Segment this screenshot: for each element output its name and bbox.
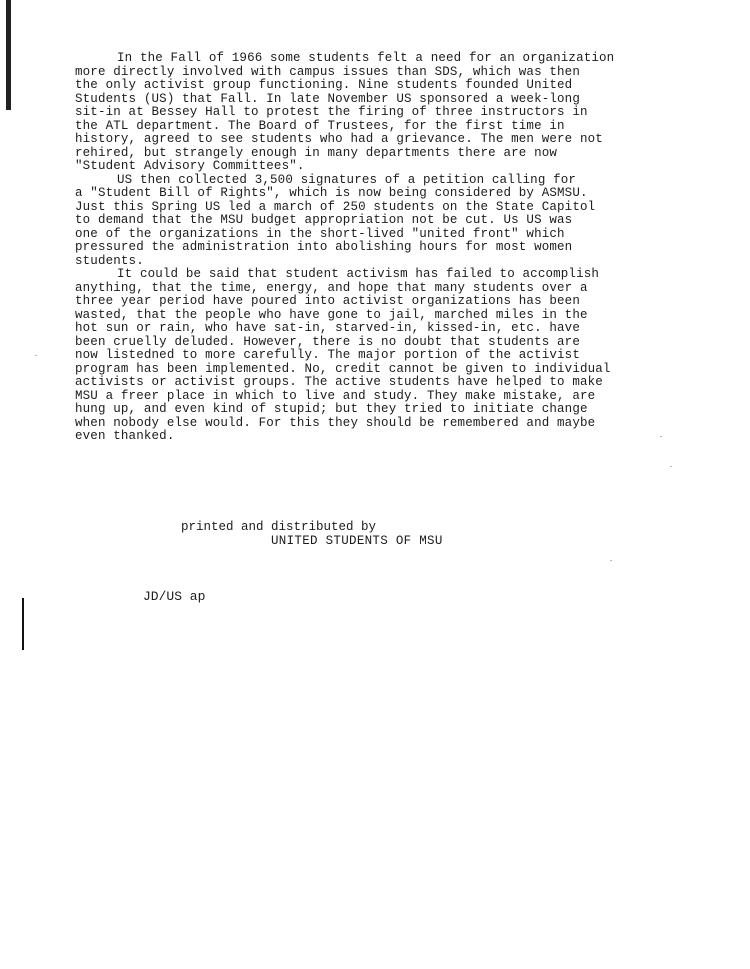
text-line: a "Student Bill of Rights", which is now being considered by ASMSU.: [75, 186, 588, 200]
text-line: history, agreed to see students who had a grievance. The men were not: [75, 132, 603, 146]
text-line: MSU a freer place in which to live and study. They make mistake, are: [75, 388, 596, 403]
text-line: more directly involved with campus issues than SDS, which was then: [75, 64, 580, 79]
paragraph-3: [75, 268, 655, 444]
text-line: now listedned to more carefully. The major portion of the activist: [75, 348, 580, 362]
printed-by-line: printed and distributed by: [181, 520, 377, 534]
text-line: rehired, but strangely enough in many departments there are now: [75, 145, 558, 160]
scan-speck: [35, 355, 37, 356]
body-text: [75, 52, 655, 444]
scan-speck: [660, 436, 662, 437]
text-line: students.: [75, 253, 144, 268]
text-line: activists or activist groups. The active students have helped to make: [75, 375, 603, 389]
typist-initials: JD/US ap: [143, 589, 206, 604]
text-line: anything, that the time, energy, and hope that many students over a: [75, 280, 588, 295]
text-line: hung up, and even kind of stupid; but they tried to initiate change: [75, 402, 588, 416]
text-line: wasted, that the people who have gone to jail, marched miles in the: [75, 307, 588, 322]
text-line: "Student Advisory Committees".: [75, 159, 305, 173]
text-line: US then collected 3,500 signatures of a petition calling for: [117, 172, 577, 187]
paragraph-2: [75, 174, 655, 269]
text-line: pressured the administration into abolishing hours for most women: [75, 240, 573, 254]
text-line: In the Fall of 1966 some students felt a need for an organization: [117, 51, 615, 65]
scan-edge-mark-mid: [22, 598, 24, 650]
text-line: It could be said that student activism has failed to accomplish: [117, 267, 600, 281]
paragraph-1: [75, 52, 655, 174]
scan-speck: [670, 466, 672, 467]
text-line: Just this Spring US led a march of 250 students on the State Capitol: [75, 199, 596, 214]
text-line: even thanked.: [75, 429, 175, 443]
text-line: when nobody else would. For this they should be remembered and maybe: [75, 415, 596, 430]
text-line: Students (US) that Fall. In late November US sponsored a week-long: [75, 91, 580, 106]
scan-speck: [610, 560, 612, 561]
text-line: sit-in at Bessey Hall to protest the firing of three instructors in: [75, 105, 588, 119]
text-line: the only activist group functioning. Nine students founded United: [75, 78, 573, 92]
text-line: to demand that the MSU budget appropriation not be cut. Us US was: [75, 213, 573, 227]
text-line: hot sun or rain, who have sat-in, starved-in, kissed-in, etc. have: [75, 321, 580, 335]
text-line: one of the organizations in the short-lived "united front" which: [75, 226, 565, 241]
organization-name: UNITED STUDENTS OF MSU: [271, 534, 443, 548]
scan-edge-mark-top: [6, 0, 11, 110]
text-line: three year period have poured into activist organizations has been: [75, 294, 580, 308]
text-line: the ATL department. The Board of Trustees, for the first time in: [75, 118, 565, 133]
text-line: program has been implemented. No, credit cannot be given to individual: [75, 361, 611, 376]
text-line: been cruelly deluded. However, there is no doubt that students are: [75, 334, 580, 349]
